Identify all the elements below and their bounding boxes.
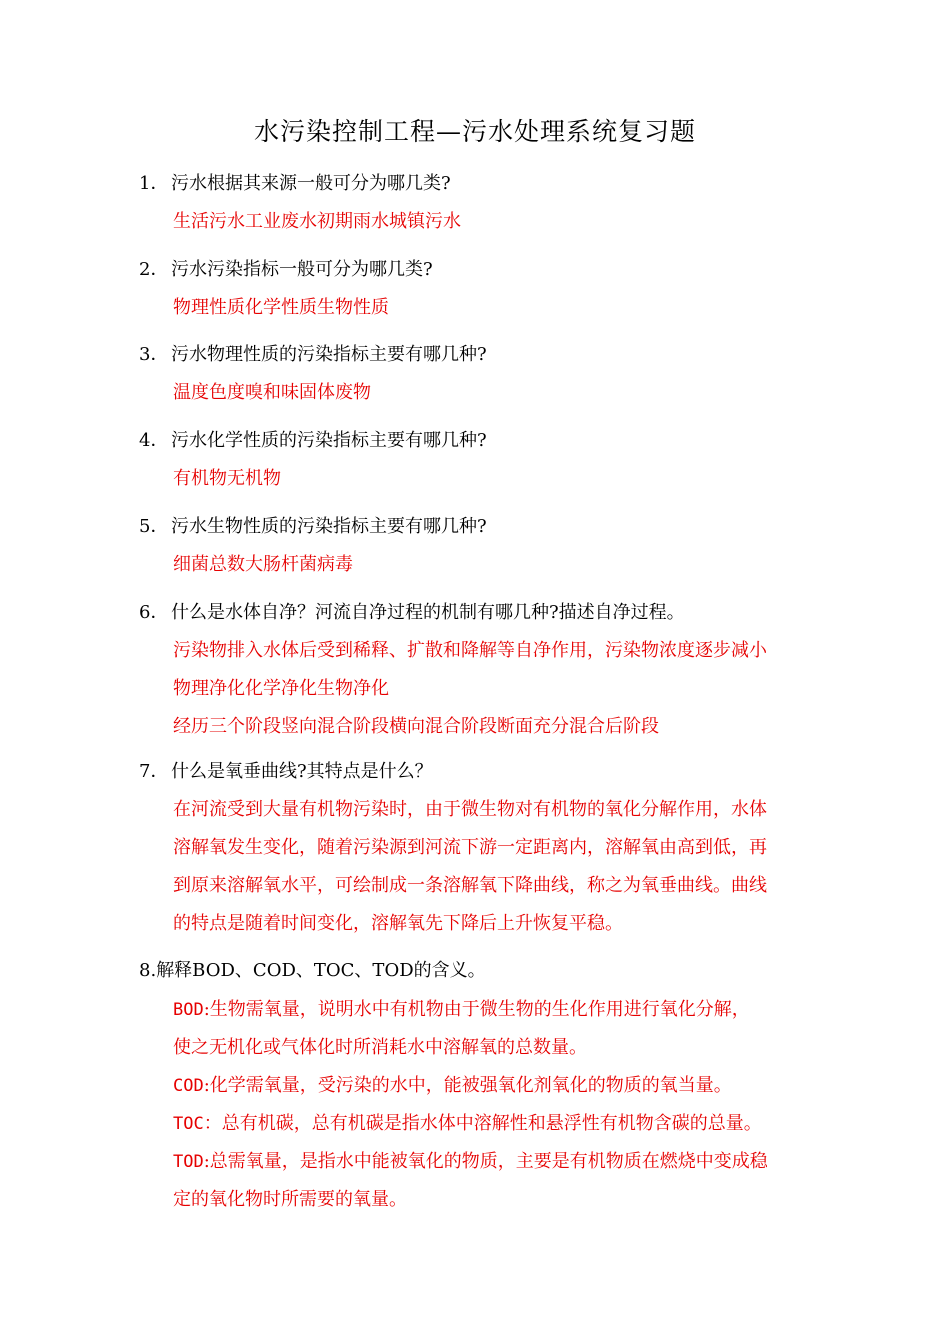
question-text: 什么是水体自净？河流自净过程的机制有哪几种?描述自净过程。 xyxy=(171,602,685,623)
answer-5 xyxy=(173,546,813,584)
question-7 xyxy=(139,758,433,786)
answer-4 xyxy=(173,460,813,498)
question-number: 1． xyxy=(139,173,169,194)
answer-line: 经历三个阶段竖向混合阶段横向混合阶段断面充分混合后阶段 xyxy=(173,716,659,737)
answer-line-toc xyxy=(173,1105,813,1143)
answer-line-tod-cont xyxy=(173,1181,813,1219)
question-text: 污水生物性质的污染指标主要有哪几种? xyxy=(171,516,487,537)
answer-line: 物理净化化学净化生物净化 xyxy=(173,678,389,699)
definition-text: 使之无机化或气体化时所消耗水中溶解氧的总数量。 xyxy=(173,1037,587,1058)
question-2 xyxy=(139,256,433,284)
question-text: 污水物理性质的污染指标主要有哪几种? xyxy=(171,344,487,365)
answer-3 xyxy=(173,374,813,412)
answer-line: 溶解氧发生变化，随着污染源到河流下游一定距离内，溶解氧由高到低，再 xyxy=(173,837,767,858)
term-bod: BOD xyxy=(173,1000,204,1020)
question-4 xyxy=(139,427,487,455)
question-number: 8. xyxy=(139,960,157,981)
question-number: 6． xyxy=(139,602,169,623)
question-text: 污水根据其来源一般可分为哪几类? xyxy=(171,173,451,194)
answer-line-cod xyxy=(173,1067,813,1105)
question-8 xyxy=(139,957,486,985)
term-toc: TOC xyxy=(173,1114,204,1134)
question-1 xyxy=(139,170,451,198)
answer-line: 温度色度嗅和味固体废物 xyxy=(173,382,371,403)
question-6 xyxy=(139,599,685,627)
answer-line-bod xyxy=(173,991,813,1029)
answer-8 xyxy=(173,991,813,1219)
answer-line: 污染物排入水体后受到稀释、扩散和降解等自净作用，污染物浓度逐步减小 xyxy=(173,640,767,661)
term-cod: COD xyxy=(173,1076,204,1096)
question-number: 7． xyxy=(139,761,169,782)
question-number: 5． xyxy=(139,516,169,537)
definition-text: :总需氧量，是指水中能被氧化的物质，主要是有机物质在燃烧中变成稳 xyxy=(203,1151,768,1172)
answer-line: 细菌总数大肠杆菌病毒 xyxy=(173,554,353,575)
question-text: 什么是氧垂曲线?其特点是什么？ xyxy=(171,761,433,782)
question-number: 3． xyxy=(139,344,169,365)
definition-text: 定的氧化物时所需要的氧量。 xyxy=(173,1189,407,1210)
answer-line: 的特点是随着时间变化，溶解氧先下降后上升恢复平稳。 xyxy=(173,913,623,934)
question-text: 污水污染指标一般可分为哪几类? xyxy=(171,259,433,280)
term-tod: TOD xyxy=(173,1152,204,1172)
question-number: 2． xyxy=(139,259,169,280)
answer-6 xyxy=(173,632,813,746)
answer-line: 到原来溶解氧水平，可绘制成一条溶解氧下降曲线，称之为氧垂曲线。曲线 xyxy=(173,875,767,896)
answer-line: 物理性质化学性质生物性质 xyxy=(173,297,389,318)
answer-line: 生活污水工业废水初期雨水城镇污水 xyxy=(173,211,461,232)
definition-text: :生物需氧量，说明水中有机物由于微生物的生化作用进行氧化分解， xyxy=(203,999,750,1020)
answer-1 xyxy=(173,203,813,241)
definition-text: ：总有机碳，总有机碳是指水体中溶解性和悬浮性有机物含碳的总量。 xyxy=(203,1113,762,1134)
answer-line-tod xyxy=(173,1143,813,1181)
answer-2 xyxy=(173,289,813,327)
question-3 xyxy=(139,341,487,369)
answer-7 xyxy=(173,791,813,943)
question-5 xyxy=(139,513,487,541)
answer-line: 在河流受到大量有机物污染时，由于微生物对有机物的氧化分解作用，水体 xyxy=(173,799,767,820)
document-title: 水污染控制工程—污水处理系统复习题 xyxy=(253,117,696,146)
question-number: 4． xyxy=(139,430,169,451)
question-text: 解释BOD、COD、TOC、TOD的含义。 xyxy=(156,960,486,981)
question-text: 污水化学性质的污染指标主要有哪几种? xyxy=(171,430,487,451)
definition-text: :化学需氧量，受污染的水中，能被强氧化剂氧化的物质的氧当量。 xyxy=(203,1075,732,1096)
answer-line-bod-cont xyxy=(173,1029,813,1067)
answer-line: 有机物无机物 xyxy=(173,468,281,489)
